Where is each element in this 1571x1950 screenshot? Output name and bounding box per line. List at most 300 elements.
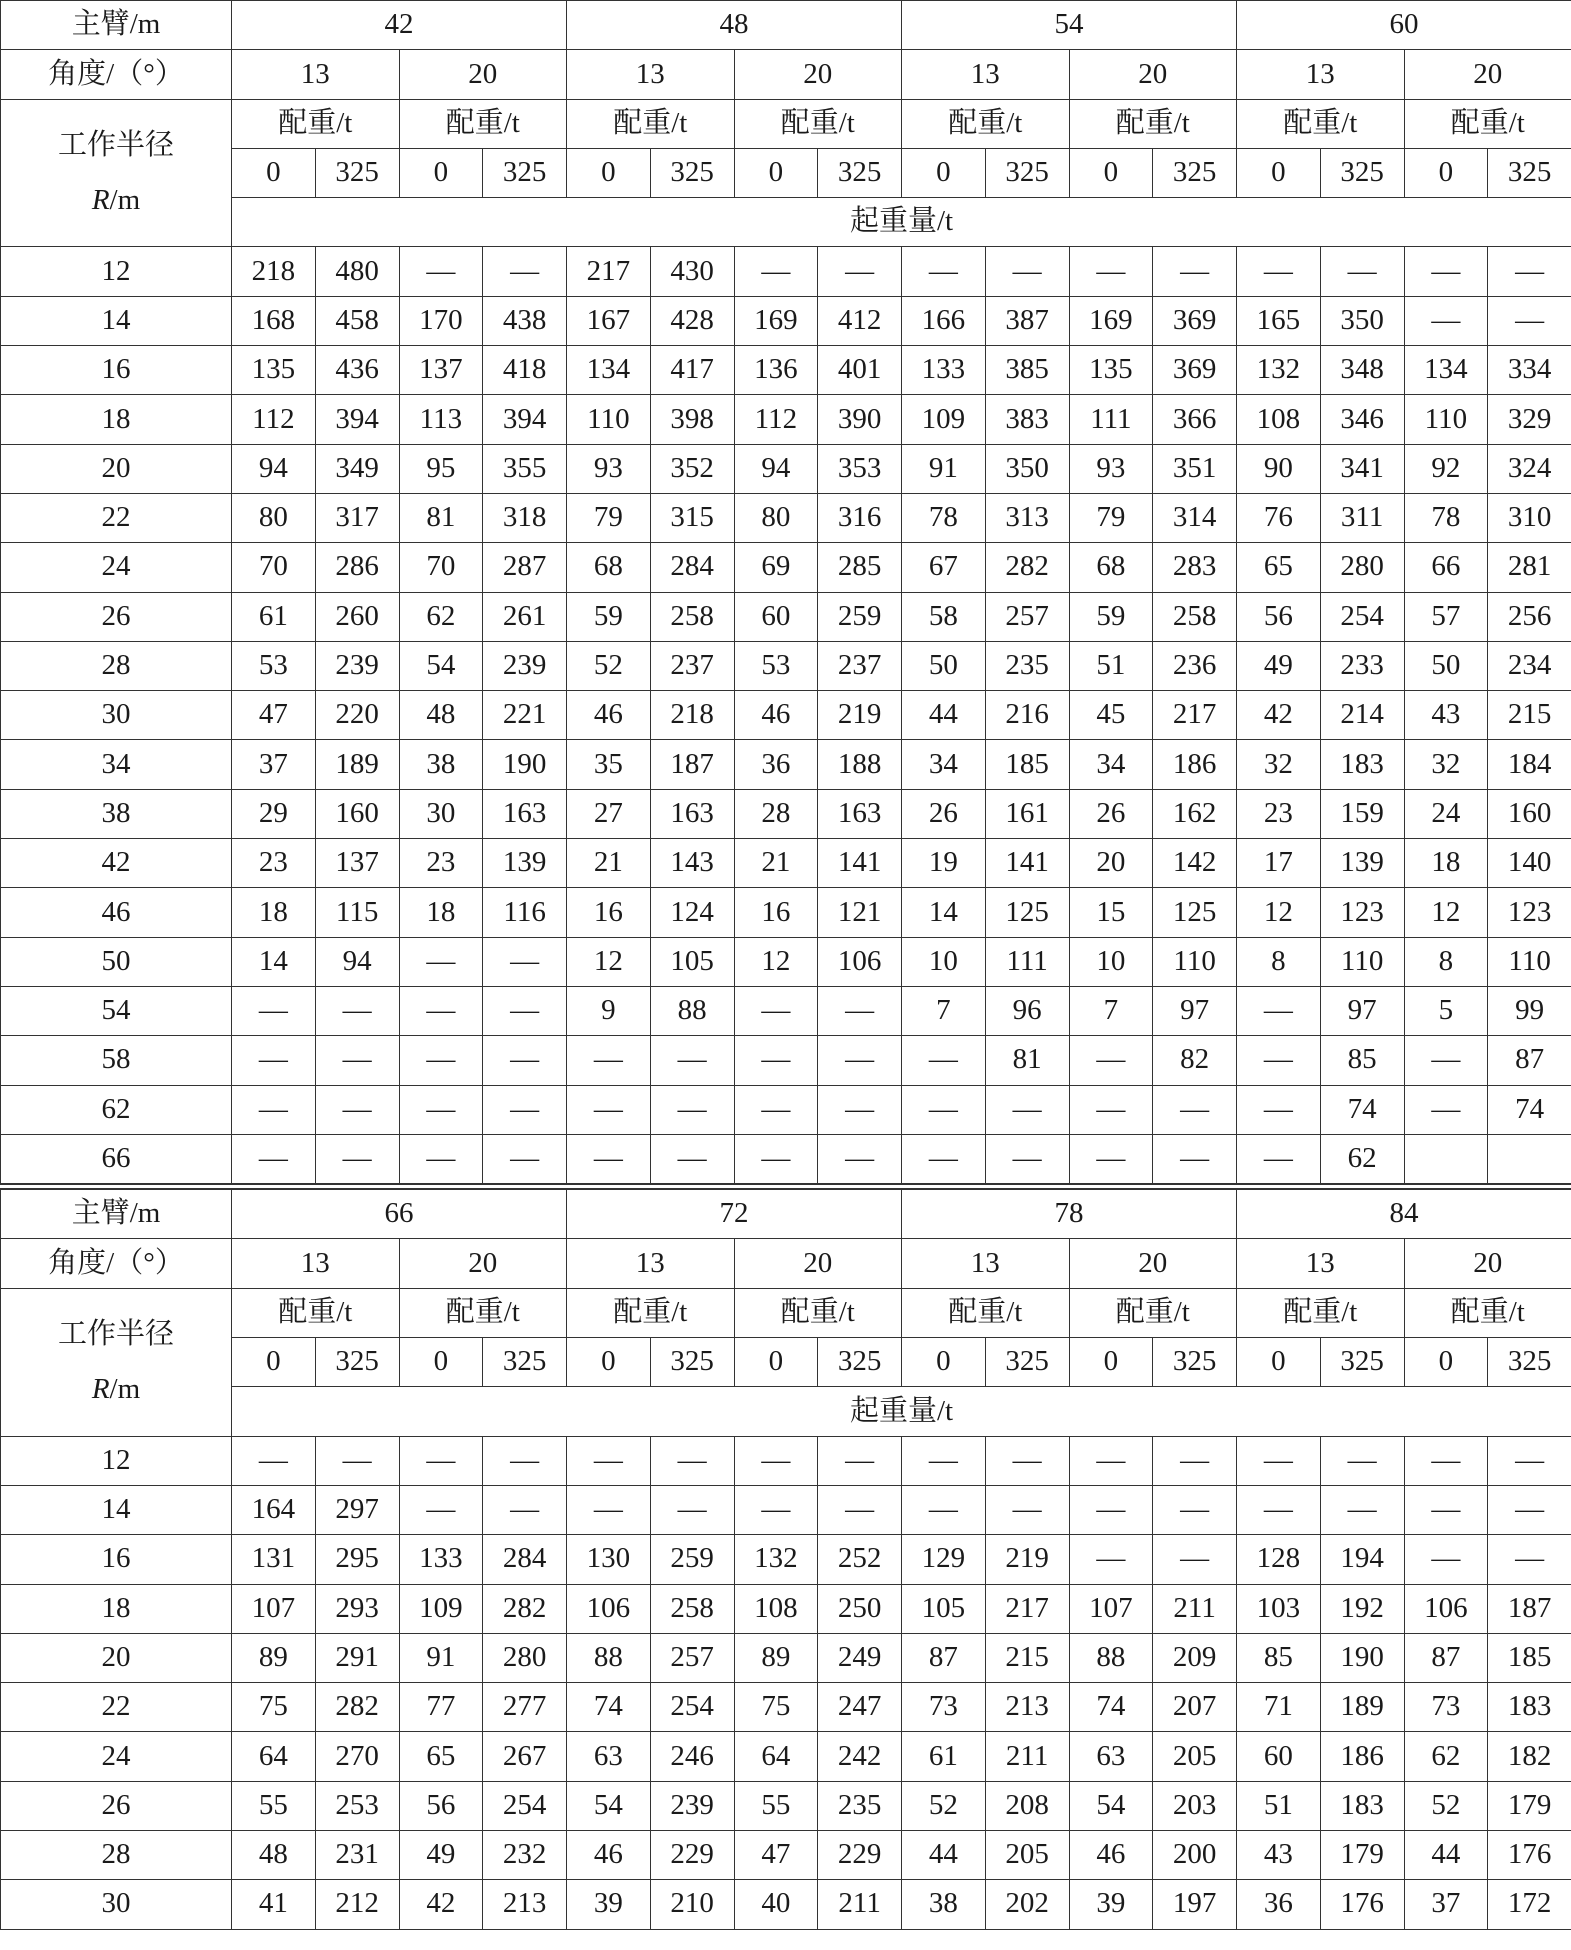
capacity-value: 141 [818,839,902,888]
capacity-value: 352 [650,444,734,493]
capacity-value: — [1153,1085,1237,1134]
capacity-value: — [483,247,567,296]
radius-value: 14 [1,296,232,345]
capacity-value: 351 [1153,444,1237,493]
capacity-value [1488,1134,1571,1183]
capacity-value: 37 [232,740,316,789]
table-row [1,1880,1571,1929]
radius-header [1,99,232,247]
capacity-value: 41 [232,1880,316,1929]
capacity-value: 197 [1153,1880,1237,1929]
capacity-value: — [1069,247,1153,296]
capacity-value: 167 [567,296,651,345]
capacity-value: 247 [818,1683,902,1732]
capacity-value: 23 [399,839,483,888]
capacity-value: — [1069,1535,1153,1584]
capacity-value: 430 [650,247,734,296]
radius-value: 12 [1,247,232,296]
capacity-value: 53 [734,641,818,690]
counterweight-value: 0 [567,1338,651,1387]
capacity-value: — [1488,1535,1571,1584]
radius-value: 42 [1,839,232,888]
capacity-value: — [315,1036,399,1085]
capacity-value: 208 [985,1781,1069,1830]
capacity-value: 203 [1153,1781,1237,1830]
capacity-value: 219 [818,691,902,740]
counterweight-label: 配重/t [1237,99,1405,148]
capacity-value: 105 [650,937,734,986]
capacity-value: 27 [567,789,651,838]
capacity-value: 189 [315,740,399,789]
capacity-value: — [483,1485,567,1534]
capacity-value: 87 [902,1633,986,1682]
capacity-value: 310 [1488,493,1571,542]
capacity-value: 34 [1069,740,1153,789]
counterweight-value: 0 [1069,148,1153,197]
capacity-value: 418 [483,346,567,395]
radius-value: 18 [1,1584,232,1633]
capacity-value: 65 [399,1732,483,1781]
capacity-value: 47 [232,691,316,740]
capacity-value: 132 [734,1535,818,1584]
capacity-value: 179 [1488,1781,1571,1830]
capacity-value: 210 [650,1880,734,1929]
capacity-value: — [399,937,483,986]
capacity-value: 107 [232,1584,316,1633]
capacity-value: 281 [1488,543,1571,592]
capacity-value: — [1237,247,1321,296]
capacity-value: — [567,1436,651,1485]
capacity-value: 164 [232,1485,316,1534]
capacity-value: — [902,1134,986,1183]
capacity-value: 267 [483,1732,567,1781]
capacity-value: 50 [902,641,986,690]
capacity-value: — [315,986,399,1035]
capacity-value: 125 [985,888,1069,937]
capacity-value: — [1404,247,1488,296]
angle-label: 角度/（°） [1,1239,232,1288]
capacity-value: 128 [1237,1535,1321,1584]
capacity-value: — [902,1036,986,1085]
capacity-value: 215 [985,1633,1069,1682]
capacity-value: 176 [1320,1880,1404,1929]
capacity-value: 139 [1320,839,1404,888]
table-row [1,1535,1571,1584]
capacity-value: 217 [567,247,651,296]
radius-value: 28 [1,1830,232,1879]
capacity-value: 350 [1320,296,1404,345]
capacity-label: 起重量/t [232,1387,1571,1436]
counterweight-label: 配重/t [232,1288,400,1337]
radius-value: 50 [1,937,232,986]
capacity-value: 69 [734,543,818,592]
capacity-value: 237 [818,641,902,690]
capacity-value: — [985,1436,1069,1485]
capacity-value: 169 [734,296,818,345]
angle-value: 20 [734,1239,902,1288]
capacity-value: 106 [1404,1584,1488,1633]
capacity-value: 8 [1404,937,1488,986]
counterweight-value: 325 [1320,148,1404,197]
capacity-value: 70 [399,543,483,592]
capacity-value: 64 [232,1732,316,1781]
capacity-value: 44 [1404,1830,1488,1879]
capacity-value: 417 [650,346,734,395]
capacity-value: 12 [1237,888,1321,937]
capacity-value: — [567,1085,651,1134]
capacity-value: 44 [902,691,986,740]
capacity-value: 74 [1320,1085,1404,1134]
radius-unit: /m [109,184,141,217]
capacity-value: 176 [1488,1830,1571,1879]
table-row [1,888,1571,937]
capacity-value: 235 [985,641,1069,690]
capacity-value: 80 [734,493,818,542]
capacity-value: 314 [1153,493,1237,542]
capacity-value: — [483,986,567,1035]
capacity-value: 295 [315,1535,399,1584]
table-row [1,641,1571,690]
capacity-value: 349 [315,444,399,493]
capacity-value: 133 [399,1535,483,1584]
capacity-value: 401 [818,346,902,395]
capacity-value: — [1153,247,1237,296]
boom-length: 54 [902,1,1237,50]
capacity-value: 89 [734,1633,818,1682]
capacity-value: — [1320,1485,1404,1534]
capacity-value: — [1153,1436,1237,1485]
counterweight-value: 0 [567,148,651,197]
capacity-value: — [650,1134,734,1183]
angle-value: 13 [567,1239,735,1288]
capacity-value: 40 [734,1880,818,1929]
capacity-value: — [315,1134,399,1183]
capacity-value: 66 [1404,543,1488,592]
capacity-value: 17 [1237,839,1321,888]
angle-value: 13 [1237,50,1405,99]
capacity-value: 12 [567,937,651,986]
capacity-value: 412 [818,296,902,345]
capacity-value: 52 [902,1781,986,1830]
capacity-value: 18 [1404,839,1488,888]
capacity-value: 134 [1404,346,1488,395]
capacity-value: 217 [1153,691,1237,740]
capacity-value: 105 [902,1584,986,1633]
capacity-value: 91 [399,1633,483,1682]
counterweight-value: 0 [232,148,316,197]
capacity-value: 233 [1320,641,1404,690]
capacity-value: — [232,1036,316,1085]
capacity-value: 96 [985,986,1069,1035]
table-row [1,789,1571,838]
capacity-value: 46 [567,1830,651,1879]
counterweight-value: 325 [1320,1338,1404,1387]
capacity-label: 起重量/t [232,198,1571,247]
capacity-value: 99 [1488,986,1571,1035]
capacity-value: 258 [1153,592,1237,641]
capacity-value: 211 [1153,1584,1237,1633]
angle-value: 20 [1404,1239,1571,1288]
capacity-value: 220 [315,691,399,740]
capacity-value: — [1237,1085,1321,1134]
capacity-value: 183 [1320,1781,1404,1830]
capacity-value: 189 [1320,1683,1404,1732]
capacity-value: 200 [1153,1830,1237,1879]
capacity-value: 202 [985,1880,1069,1929]
capacity-value: 260 [315,592,399,641]
angle-value: 20 [399,1239,567,1288]
capacity-value: 85 [1237,1633,1321,1682]
capacity-value: 7 [902,986,986,1035]
capacity-value: — [1404,1036,1488,1085]
capacity-value: — [650,1085,734,1134]
capacity-value: 29 [232,789,316,838]
capacity-value: 135 [1069,346,1153,395]
capacity-value: 234 [1488,641,1571,690]
capacity-value: 32 [1237,740,1321,789]
capacity-value: 257 [985,592,1069,641]
capacity-value: 334 [1488,346,1571,395]
capacity-value: 366 [1153,395,1237,444]
capacity-value: 270 [315,1732,399,1781]
table-row [1,543,1571,592]
capacity-value: 282 [985,543,1069,592]
capacity-value: 211 [985,1732,1069,1781]
counterweight-value: 325 [315,1338,399,1387]
capacity-value: — [483,1085,567,1134]
capacity-value: 88 [650,986,734,1035]
counterweight-label: 配重/t [1404,99,1571,148]
capacity-value: 137 [399,346,483,395]
capacity-value: 51 [1237,1781,1321,1830]
capacity-value: 28 [734,789,818,838]
capacity-value: — [1069,1436,1153,1485]
capacity-value: 369 [1153,346,1237,395]
capacity-value: 39 [1069,1880,1153,1929]
capacity-value: 284 [483,1535,567,1584]
capacity-value: — [232,1085,316,1134]
capacity-value: — [1237,1036,1321,1085]
capacity-value: 207 [1153,1683,1237,1732]
capacity-value: 49 [399,1830,483,1879]
counterweight-label: 配重/t [902,1288,1070,1337]
angle-value: 13 [567,50,735,99]
capacity-value: 282 [483,1584,567,1633]
capacity-value: 186 [1320,1732,1404,1781]
capacity-value: 239 [483,641,567,690]
counterweight-value: 325 [1488,148,1571,197]
capacity-value: — [315,1085,399,1134]
capacity-value: 111 [985,937,1069,986]
table-row [1,1781,1571,1830]
radius-value: 24 [1,1732,232,1781]
angle-value: 13 [902,50,1070,99]
table-row [1,1134,1571,1183]
capacity-value: 79 [1069,493,1153,542]
boom-label: 主臂/m [1,1,232,50]
capacity-value: 187 [650,740,734,789]
angle-value: 20 [1404,50,1571,99]
capacity-value: 194 [1320,1535,1404,1584]
table-row [1,839,1571,888]
angle-row [1,50,1571,99]
counterweight-value-row [1,1338,1571,1387]
counterweight-value: 325 [1153,148,1237,197]
capacity-value: 56 [399,1781,483,1830]
capacity-value: 182 [1488,1732,1571,1781]
radius-header [1,1288,232,1436]
capacity-value: — [902,1436,986,1485]
table-row [1,691,1571,740]
capacity-value: 32 [1404,740,1488,789]
capacity-value: 212 [315,1880,399,1929]
capacity-value: 59 [567,592,651,641]
capacity-value: 68 [1069,543,1153,592]
counterweight-label: 配重/t [734,99,902,148]
capacity-value: 88 [1069,1633,1153,1682]
capacity-value: 163 [483,789,567,838]
counterweight-label: 配重/t [567,1288,735,1337]
capacity-value: 142 [1153,839,1237,888]
capacity-value: 130 [567,1535,651,1584]
capacity-value: 60 [1237,1732,1321,1781]
counterweight-value: 0 [1237,148,1321,197]
capacity-value: 61 [902,1732,986,1781]
capacity-value: 170 [399,296,483,345]
capacity-value: 237 [650,641,734,690]
capacity-value: 46 [734,691,818,740]
table-row [1,444,1571,493]
counterweight-value: 325 [650,148,734,197]
capacity-value: — [1488,296,1571,345]
capacity-value: 133 [902,346,986,395]
capacity-value: 48 [399,691,483,740]
capacity-value: 160 [1488,789,1571,838]
counterweight-value: 0 [232,1338,316,1387]
capacity-value: 235 [818,1781,902,1830]
capacity-value: 10 [902,937,986,986]
counterweight-value: 0 [734,1338,818,1387]
capacity-value: 186 [1153,740,1237,789]
capacity-value: — [1404,1436,1488,1485]
capacity-value: 60 [734,592,818,641]
capacity-value: 282 [315,1683,399,1732]
capacity-value: 12 [1404,888,1488,937]
counterweight-value: 0 [1404,148,1488,197]
table-row [1,740,1571,789]
counterweight-value: 325 [483,148,567,197]
capacity-value: 213 [985,1683,1069,1732]
capacity-value: 249 [818,1633,902,1682]
capacity-value: 93 [567,444,651,493]
capacity-value: — [315,1436,399,1485]
capacity-value: 213 [483,1880,567,1929]
capacity-value: 246 [650,1732,734,1781]
capacity-value: 63 [567,1732,651,1781]
capacity-value: 109 [399,1584,483,1633]
table-row [1,1485,1571,1534]
capacity-value: — [1069,1085,1153,1134]
capacity-value: 48 [232,1830,316,1879]
capacity-value: — [1153,1535,1237,1584]
capacity-value: 324 [1488,444,1571,493]
counterweight-label: 配重/t [1404,1288,1571,1337]
capacity-value: 190 [1320,1633,1404,1682]
capacity-value: 7 [1069,986,1153,1035]
radius-value: 22 [1,1683,232,1732]
boom-length: 42 [232,1,567,50]
counterweight-value: 325 [985,148,1069,197]
radius-value: 58 [1,1036,232,1085]
radius-value: 16 [1,346,232,395]
capacity-value: — [1320,247,1404,296]
capacity-value: 59 [1069,592,1153,641]
capacity-value: 115 [315,888,399,937]
capacity-value: 73 [1404,1683,1488,1732]
capacity-value: 394 [483,395,567,444]
capacity-value: — [650,1036,734,1085]
counterweight-value: 325 [1488,1338,1571,1387]
capacity-value: 75 [232,1683,316,1732]
capacity-value: 95 [399,444,483,493]
capacity-value: 94 [232,444,316,493]
capacity-value: 64 [734,1732,818,1781]
capacity-value: 166 [902,296,986,345]
capacity-value: 348 [1320,346,1404,395]
capacity-value: 76 [1237,493,1321,542]
capacity-value: 78 [1404,493,1488,542]
capacity-value: — [1237,1485,1321,1534]
capacity-value: 93 [1069,444,1153,493]
capacity-value: 316 [818,493,902,542]
capacity-value: — [650,1436,734,1485]
capacity-value: 26 [902,789,986,838]
capacity-value: 229 [650,1830,734,1879]
radius-value: 38 [1,789,232,838]
table-row [1,1036,1571,1085]
capacity-value: 38 [399,740,483,789]
radius-value: 66 [1,1134,232,1183]
capacity-value: — [1488,247,1571,296]
capacity-value: 217 [985,1584,1069,1633]
capacity-value: 216 [985,691,1069,740]
capacity-value: 258 [650,592,734,641]
capacity-value: 286 [315,543,399,592]
radius-label: 工作半径 [57,1318,174,1351]
capacity-value: 38 [902,1880,986,1929]
capacity-value: 37 [1404,1880,1488,1929]
capacity-value: 214 [1320,691,1404,740]
capacity-value: 313 [985,493,1069,542]
capacity-value: 254 [1320,592,1404,641]
capacity-value: 205 [1153,1732,1237,1781]
capacity-value: 284 [650,543,734,592]
radius-value: 14 [1,1485,232,1534]
capacity-value: — [818,1085,902,1134]
radius-value: 16 [1,1535,232,1584]
capacity-value: 242 [818,1732,902,1781]
capacity-value: 229 [818,1830,902,1879]
capacity-value: 287 [483,543,567,592]
capacity-value: 45 [1069,691,1153,740]
boom-length: 66 [232,1190,567,1239]
capacity-value: 169 [1069,296,1153,345]
capacity-value: 16 [567,888,651,937]
capacity-value: 19 [902,839,986,888]
radius-value: 46 [1,888,232,937]
capacity-value: 103 [1237,1584,1321,1633]
radius-value: 54 [1,986,232,1035]
